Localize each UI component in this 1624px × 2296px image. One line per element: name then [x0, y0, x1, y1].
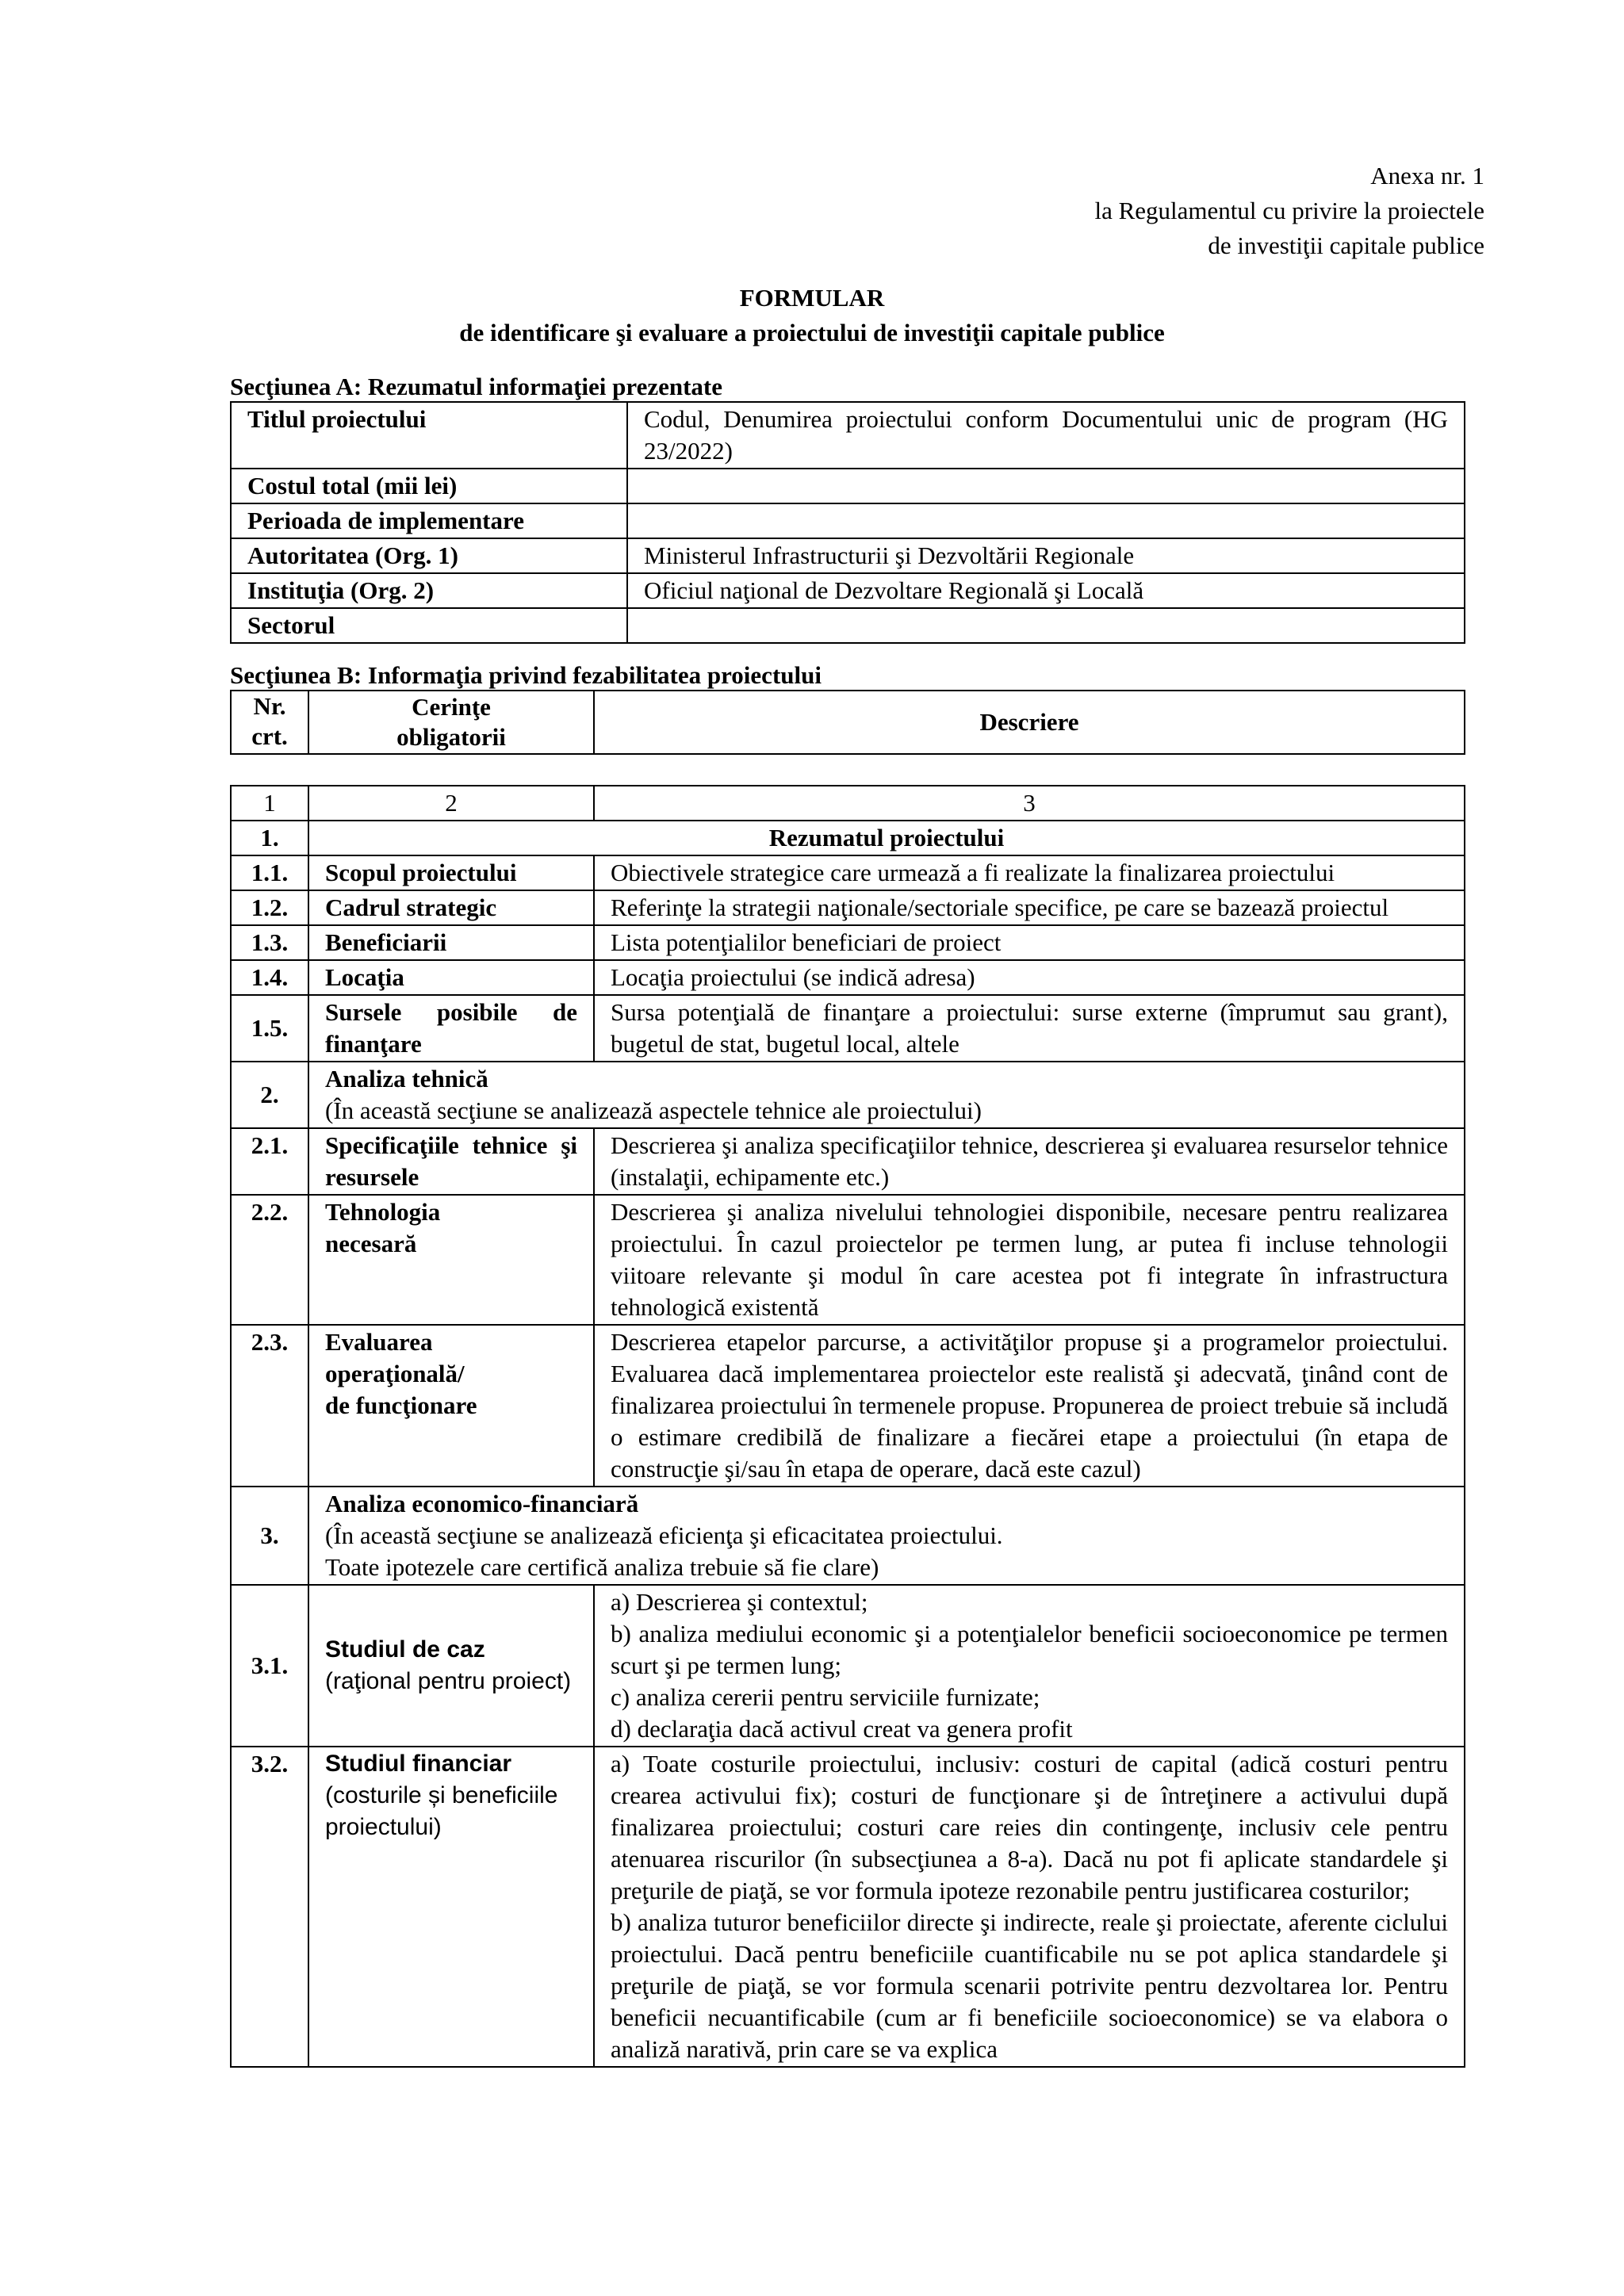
- section-b-table: [230, 785, 1465, 2068]
- row-label: Titlul proiectului: [231, 402, 627, 469]
- row-value: Oficiul naţional de Dezvoltare Regională şi Locală: [627, 573, 1465, 608]
- requirement-rest: (raţional pentru proiect): [325, 1668, 572, 1694]
- row-number: 3.: [231, 1487, 308, 1585]
- form-title: [0, 281, 1624, 350]
- annex-reference-line1: la Regulamentul cu privire la proiectele: [1094, 197, 1484, 224]
- section-a-title: Secţiunea A: Rezumatul informaţiei prezentate: [230, 373, 723, 400]
- table-row: [231, 1128, 1465, 1195]
- table-row: [231, 538, 1465, 573]
- table-row: [231, 1325, 1465, 1487]
- header-description: Descriere: [594, 691, 1465, 754]
- row-description: [594, 1585, 1465, 1747]
- row-value: [627, 503, 1465, 538]
- annex-reference-line2: de investiţii capitale publice: [1208, 232, 1484, 259]
- section-b-title: Secţiunea B: Informaţia privind fezabilitatea proiectului: [230, 661, 822, 689]
- row-value: Ministerul Infrastructurii şi Dezvoltării Regionale: [627, 538, 1465, 573]
- list-item: b) analiza tuturor beneficiilor directe şi indirecte, reale şi proiectate, aferente ciclului proiectului. Dacă pentru beneficiile cuantificabile nu se pot aplica standardele şi preţurile de piaţă, se vor formula scenarii potrivite pentru dezvoltarea lor. Pentru beneficii necuantificabile (cum ar fi beneficiile socioeconomice) se va elabora o analiză narativă, prin care se va explica: [611, 1908, 1448, 2063]
- row-label: Costul total (mii lei): [231, 469, 627, 503]
- list-item: b) analiza mediului economic şi a potenţialelor beneficii socioeconomice pe termen scurt şi pe termen lung;: [611, 1620, 1448, 1679]
- section-b-header-table: [230, 690, 1465, 755]
- row-number: 3.2.: [231, 1747, 308, 2067]
- requirement-bold: Studiul de caz: [325, 1636, 485, 1663]
- header-nr: Nr. crt.: [231, 691, 308, 754]
- section-a-table: [230, 401, 1465, 644]
- table-header-row: [231, 691, 1465, 754]
- table-row: [231, 855, 1465, 890]
- table-row: [231, 402, 1465, 469]
- list-item: c) analiza cererii pentru serviciile furnizate;: [611, 1683, 1040, 1711]
- col-number: 3: [594, 786, 1465, 821]
- column-number-row: [231, 786, 1465, 821]
- row-value: Codul, Denumirea proiectului conform Documentului unic de program (HG 23/2022): [627, 402, 1465, 469]
- row-number: 1.2.: [231, 890, 308, 925]
- table-row: [231, 960, 1465, 995]
- row-number: 2.: [231, 1062, 308, 1128]
- table-row: [231, 608, 1465, 643]
- row-number: 2.1.: [231, 1128, 308, 1195]
- row-label: Autoritatea (Org. 1): [231, 538, 627, 573]
- row-requirement: Beneficiarii: [308, 925, 594, 960]
- table-row: [231, 890, 1465, 925]
- row-number: 2.2.: [231, 1195, 308, 1325]
- col-number: 2: [308, 786, 594, 821]
- row-number: 1.3.: [231, 925, 308, 960]
- row-number: 3.1.: [231, 1585, 308, 1747]
- row-label: Sectorul: [231, 608, 627, 643]
- row-number: 1.1.: [231, 855, 308, 890]
- annex-number: Anexa nr. 1: [1370, 162, 1484, 189]
- row-number: 1.: [231, 821, 308, 855]
- section-row: [231, 821, 1465, 855]
- row-number: 2.3.: [231, 1325, 308, 1487]
- form-title-main: FORMULAR: [739, 284, 885, 312]
- annex-header: [1095, 159, 1485, 263]
- row-description: Lista potenţialilor beneficiari de proiect: [594, 925, 1465, 960]
- row-description: Descrierea şi analiza nivelului tehnologiei disponibile, necesare pentru realizarea proiectului. În cazul proiectelor pe termen lung, ar putea fi incluse tehnologii viitoare relevante şi modul în care acestea pot fi integrate în infrastructura tehnologică existentă: [594, 1195, 1465, 1325]
- row-requirement: [308, 1747, 594, 2067]
- row-label: Perioada de implementare: [231, 503, 627, 538]
- table-row: [231, 469, 1465, 503]
- row-requirement: Sursele posibile de finanţare: [308, 995, 594, 1062]
- row-requirement: Cadrul strategic: [308, 890, 594, 925]
- row-description: Obiectivele strategice care urmează a fi realizate la finalizarea proiectului: [594, 855, 1465, 890]
- row-description: Sursa potenţială de finanţare a proiectului: surse externe (împrumut sau grant), bugetul de stat, bugetul local, altele: [594, 995, 1465, 1062]
- row-requirement: Tehnologia necesară: [308, 1195, 594, 1325]
- row-description: Locaţia proiectului (se indică adresa): [594, 960, 1465, 995]
- header-requirements: Cerinţe obligatorii: [308, 691, 594, 754]
- row-value: [627, 608, 1465, 643]
- section-row: [231, 1487, 1465, 1585]
- table-row: [231, 1585, 1465, 1747]
- table-row: [231, 1747, 1465, 2067]
- table-row: [231, 573, 1465, 608]
- row-requirement: Locaţia: [308, 960, 594, 995]
- section-row: [231, 1062, 1465, 1128]
- row-number: 1.4.: [231, 960, 308, 995]
- section-heading: Rezumatul proiectului: [308, 821, 1465, 855]
- section-heading: Analiza economico-financiară (În această secţiune se analizează eficienţa şi eficacitatea proiectului. Toate ipotezele care certifică analiza trebuie să fie clare): [308, 1487, 1465, 1585]
- table-row: [231, 925, 1465, 960]
- row-description: Descrierea etapelor parcurse, a activităţilor propuse şi a programelor proiectului. Evaluarea dacă implementarea proiectelor este realistă şi adecvată, ţinând cont de finalizarea proiectului în termenele propuse. Propunerea de proiect trebuie să includă o estimare credibilă de finalizare a fiecărei etape a proiectului (în etapa de construcţie şi/sau în etapa de operare, dacă este cazul): [594, 1325, 1465, 1487]
- requirement-bold: Studiul financiar: [325, 1751, 512, 1777]
- row-requirement: Evaluarea operaţională/ de funcţionare: [308, 1325, 594, 1487]
- list-item: d) declaraţia dacă activul creat va genera profit: [611, 1715, 1073, 1743]
- table-row: [231, 503, 1465, 538]
- requirement-rest: (costurile și beneficiile proiectului): [325, 1782, 558, 1840]
- table-row: [231, 1195, 1465, 1325]
- row-requirement: Specificaţiile tehnice şi resursele: [308, 1128, 594, 1195]
- list-item: a) Toate costurile proiectului, inclusiv: costuri de capital (adică costuri pentru crearea activului fix); costuri de funcţionare şi de întreţinere a activului după finalizarea proiectului; costuri care reies din contingenţe, inclusiv cele pentru atenuarea riscurilor (în subsecţiunea a 8-a). Dacă nu pot fi aplicate standardele şi preţurile de piaţă, se vor formula ipoteze rezonabile pentru justificarea costurilor;: [611, 1750, 1448, 1904]
- row-value: [627, 469, 1465, 503]
- row-description: Descrierea şi analiza specificaţiilor tehnice, descrierea şi evaluarea resurselor tehnice (instalaţii, echipamente etc.): [594, 1128, 1465, 1195]
- row-label: Instituţia (Org. 2): [231, 573, 627, 608]
- row-requirement: [308, 1585, 594, 1747]
- row-description: Referinţe la strategii naţionale/sectoriale specifice, pe care se bazează proiectul: [594, 890, 1465, 925]
- row-requirement: Scopul proiectului: [308, 855, 594, 890]
- row-number: 1.5.: [231, 995, 308, 1062]
- row-description: [594, 1747, 1465, 2067]
- list-item: a) Descrierea şi contextul;: [611, 1588, 868, 1616]
- form-title-sub: de identificare şi evaluare a proiectului de investiţii capitale publice: [459, 319, 1165, 346]
- table-row: [231, 995, 1465, 1062]
- section-heading: Analiza tehnică (În această secţiune se analizează aspectele tehnice ale proiectului): [308, 1062, 1465, 1128]
- col-number: 1: [231, 786, 308, 821]
